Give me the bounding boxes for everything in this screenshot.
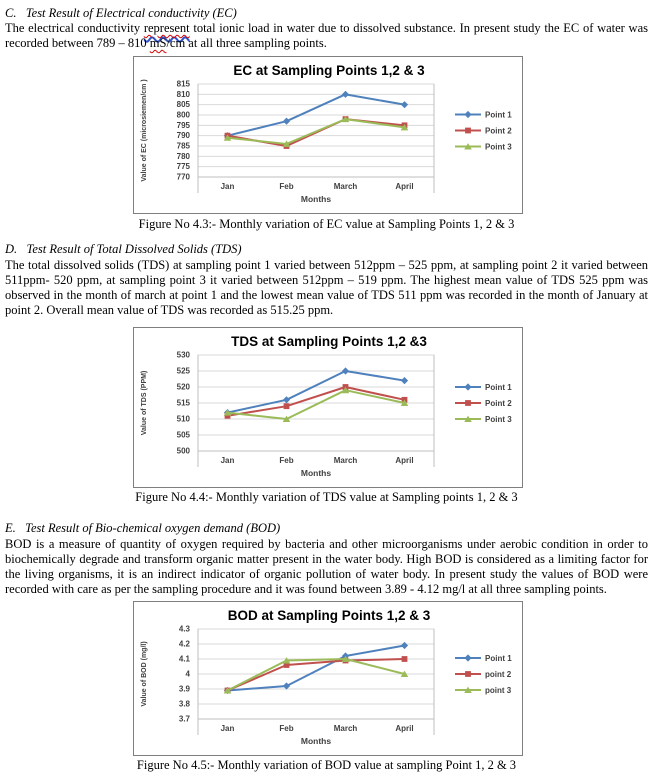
legend-label: point 3 — [485, 686, 512, 695]
series-line — [228, 387, 405, 416]
y-axis-title: Value of BOD (mg/l) — [141, 641, 148, 707]
legend-item — [455, 127, 512, 136]
x-tick-label: Feb — [279, 456, 294, 465]
x-axis-title: Months — [300, 194, 332, 204]
tds-chart — [133, 327, 648, 488]
y-tick-label: 795 — [176, 120, 190, 130]
legend-item — [455, 111, 512, 120]
paragraph-text: The electrical conductivity — [5, 21, 144, 35]
y-tick-label: 4.1 — [178, 654, 190, 664]
x-tick-label: March — [333, 724, 358, 733]
y-tick-label: 4.3 — [178, 624, 190, 634]
ec-chart — [133, 56, 648, 214]
diamond-marker — [401, 642, 408, 649]
y-tick-label: 810 — [176, 89, 190, 99]
legend-label: Point 1 — [485, 383, 512, 392]
chart-border — [134, 602, 523, 756]
chart-border — [134, 328, 523, 488]
series-line — [228, 119, 405, 144]
y-tick-label: 3.8 — [178, 699, 190, 709]
grammar-underline — [144, 21, 190, 35]
x-tick-label: April — [395, 182, 414, 191]
figure-caption-4-4: Figure No 4.4:- Monthly variation of TDS value at Sampling points 1, 2 & 3 — [135, 490, 518, 504]
diamond-marker — [401, 101, 408, 108]
section-d-heading: D. Test Result of Total Dissolved Solids (TDS) — [5, 242, 242, 256]
x-tick-label: April — [395, 456, 414, 465]
y-tick-label: 770 — [176, 172, 190, 182]
ec-chart-svg — [133, 56, 523, 214]
tds-chart-svg — [133, 327, 523, 488]
paragraph-text: total ionic load in water due to dissolved substance. In present study the EC of water was recorded between 789 – 810 — [5, 21, 648, 50]
diamond-marker — [342, 367, 349, 374]
legend-marker — [464, 111, 471, 118]
y-tick-label: 520 — [176, 382, 190, 392]
section-c-heading: C. Test Result of Electrical conductivity (EC) — [5, 6, 237, 20]
series-line — [228, 659, 405, 691]
x-tick-label: Feb — [279, 724, 294, 733]
legend-label: Point 3 — [485, 415, 512, 424]
x-tick-label: Jan — [220, 724, 235, 733]
legend-label: point 2 — [485, 670, 512, 679]
y-tick-label: 800 — [176, 110, 190, 120]
y-tick-label: 805 — [176, 100, 190, 110]
diamond-marker — [283, 396, 290, 403]
legend-item — [455, 399, 512, 408]
legend-marker — [465, 671, 471, 677]
section-e-paragraph: BOD is a measure of quantity of oxygen required by bacteria and other microorganisms under aerobic condition in order to biochemically degrade and transform organic matter present in the water body. High BOD is considered as a limiting factor for the living organisms, it is an indirect indicator of organic pollution of water body. In present study the values of BOD were recorded with care as per the sampling procedure and it was found between 3.89 - 4.12 mg/l at all three sampling points. — [5, 537, 648, 596]
spellcheck-word: mS — [149, 36, 167, 50]
y-tick-label: 4.2 — [178, 639, 190, 649]
figure-caption-4-3: Figure No 4.3:- Monthly variation of EC value at Sampling Points 1, 2 & 3 — [138, 217, 515, 231]
square-marker — [284, 403, 290, 409]
legend-label: Point 2 — [485, 126, 512, 136]
y-tick-label: 790 — [176, 131, 190, 141]
series-line — [228, 371, 405, 413]
diamond-marker — [283, 118, 290, 125]
x-tick-label: March — [333, 456, 358, 465]
legend-marker — [465, 128, 471, 134]
y-tick-label: 505 — [176, 430, 190, 440]
bod-chart-svg — [133, 601, 523, 756]
y-tick-label: 775 — [176, 162, 190, 172]
x-axis-title: Months — [300, 736, 332, 746]
chart-title: TDS at Sampling Points 1,2 &3 — [231, 334, 427, 349]
legend-item — [455, 383, 512, 392]
y-tick-label: 3.9 — [178, 684, 190, 694]
section-d-paragraph: The total dissolved solids (TDS) at sampling point 1 varied between 512ppm – 525 ppm, at sampling point 2 it varied between 511ppm- 520 ppm, at sampling point 3 it varied between 512ppm – 519 ppm. The highest mean value of TDS 525 ppm was observed in the month of march at point 1 and the lowest mean value of TDS 511 ppm was recorded in the month of January at point 2. Overall mean value of TDS was recorded as 515.25 ppm. — [5, 258, 648, 317]
y-tick-label: 510 — [176, 414, 190, 424]
x-tick-label: Feb — [279, 182, 294, 191]
legend-item — [455, 143, 512, 152]
y-tick-label: 525 — [176, 366, 190, 376]
paragraph-text: /cm at all three sampling points. — [166, 36, 327, 50]
spellcheck-word: represent — [143, 21, 190, 35]
chart-title: BOD at Sampling Points 1,2 & 3 — [227, 608, 431, 623]
y-tick-label: 530 — [176, 350, 190, 360]
diamond-marker — [342, 91, 349, 98]
y-tick-label: 785 — [176, 141, 190, 151]
x-tick-label: March — [333, 182, 358, 191]
y-tick-label: 815 — [176, 79, 190, 89]
bod-chart — [133, 601, 648, 756]
section-e-heading: E. Test Result of Bio-chemical oxygen demand (BOD) — [5, 521, 281, 535]
chart-border — [134, 57, 523, 214]
x-tick-label: Jan — [220, 456, 235, 465]
y-tick-label: 515 — [176, 398, 190, 408]
y-tick-label: 500 — [176, 446, 190, 456]
y-tick-label: 780 — [176, 151, 190, 161]
legend-label: Point 2 — [485, 399, 512, 408]
y-tick-label: 4 — [185, 669, 190, 679]
legend-marker — [464, 654, 471, 661]
legend-label: Point 1 — [485, 110, 512, 120]
x-axis-title: Months — [300, 468, 332, 478]
legend-marker — [464, 383, 471, 390]
x-tick-label: April — [395, 724, 414, 733]
legend-item — [455, 670, 512, 679]
section-c-paragraph — [5, 21, 648, 51]
legend-item — [455, 686, 512, 695]
legend-label: Point 1 — [485, 654, 512, 663]
legend-marker — [465, 400, 471, 406]
square-marker — [402, 656, 408, 662]
y-tick-label: 3.7 — [178, 714, 190, 724]
x-tick-label: Jan — [220, 182, 235, 191]
figure-caption-4-5: Figure No 4.5:- Monthly variation of BOD value at sampling Point 1, 2 & 3 — [136, 758, 517, 772]
legend-item — [455, 415, 512, 424]
y-axis-title: Value of EC (microsiemen/cm ) — [141, 79, 148, 182]
chart-title: EC at Sampling Points 1,2 & 3 — [233, 63, 425, 78]
legend-item — [455, 654, 512, 663]
legend-label: Point 3 — [485, 142, 512, 152]
diamond-marker — [401, 377, 408, 384]
y-axis-title: Value of TDS (PPM) — [141, 370, 148, 436]
